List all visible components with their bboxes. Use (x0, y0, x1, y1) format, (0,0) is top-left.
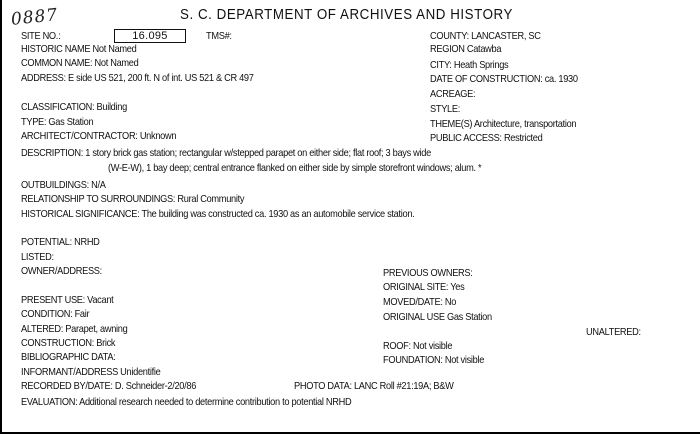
foundation-field: FOUNDATION: Not visible (383, 354, 485, 366)
relationship-field: RELATIONSHIP TO SURROUNDINGS: Rural Community (21, 193, 245, 205)
common-name-field: COMMON NAME: Not Named (21, 57, 139, 69)
bibliographic-field: BIBLIOGRAPHIC DATA: (21, 351, 116, 363)
county-field: COUNTY: LANCASTER, SC (430, 30, 541, 42)
evaluation-field: EVALUATION: Additional research needed to determine contribution to potential NRHD (21, 396, 352, 408)
address-field: ADDRESS: E side US 521, 200 ft. N of int. US 521 & CR 497 (21, 72, 254, 84)
owner-address-field: OWNER/ADDRESS: (21, 265, 102, 277)
recorded-by-field: RECORDED BY/DATE: D. Schneider-2/20/86 (21, 380, 197, 392)
architect-field: ARCHITECT/CONTRACTOR: Unknown (21, 130, 177, 142)
public-access-field: PUBLIC ACCESS: Restricted (430, 132, 543, 144)
historic-name-field: HISTORIC NAME Not Named (21, 43, 137, 55)
description-line-1: DESCRIPTION: 1 story brick gas station; rectangular w/stepped parapet on either side; flat roof; 3 bays wide (21, 147, 431, 159)
site-no-value: 16.095 (114, 29, 186, 43)
previous-owners-field: PREVIOUS OWNERS: (383, 267, 473, 279)
construction-field: CONSTRUCTION: Brick (21, 337, 116, 349)
condition-field: CONDITION: Fair (21, 308, 90, 320)
handwritten-record-id: 0887 (10, 5, 60, 30)
style-field: STYLE: (430, 103, 461, 115)
tms-label: TMS#: (206, 30, 232, 42)
potential-field: POTENTIAL: NRHD (21, 236, 100, 248)
page-title: S. C. DEPARTMENT OF ARCHIVES AND HISTORY (180, 7, 513, 23)
original-use-field: ORIGINAL USE Gas Station (383, 311, 492, 323)
description-line-2: (W-E-W), 1 bay deep; central entrance flanked on either side by simple storefront windows; alum. * (108, 162, 482, 174)
photo-data-field: PHOTO DATA: LANC Roll #21:19A; B&W (294, 380, 454, 392)
listed-field: LISTED: (21, 251, 54, 263)
date-of-construction-field: DATE OF CONSTRUCTION: ca. 1930 (430, 73, 578, 85)
classification-field: CLASSIFICATION: Building (21, 101, 127, 113)
outbuildings-field: OUTBUILDINGS: N/A (21, 179, 106, 191)
acreage-field: ACREAGE: (430, 88, 476, 100)
roof-field: ROOF: Not visible (383, 340, 453, 352)
type-field: TYPE: Gas Station (21, 116, 94, 128)
informant-field: INFORMANT/ADDRESS Unidentifie (21, 366, 161, 378)
original-site-field: ORIGINAL SITE: Yes (383, 281, 465, 293)
moved-date-field: MOVED/DATE: No (383, 296, 457, 308)
scan-border-left (0, 0, 2, 434)
present-use-field: PRESENT USE: Vacant (21, 294, 114, 306)
site-no-label: SITE NO.: (21, 30, 61, 42)
altered-field: ALTERED: Parapet, awning (21, 323, 128, 335)
unaltered-field: UNALTERED: (586, 326, 641, 338)
themes-field: THEME(S) Architecture, transportation (430, 118, 577, 130)
region-field: REGION Catawba (430, 43, 502, 55)
significance-field: HISTORICAL SIGNIFICANCE: The building was constructed ca. 1930 as an automobile service station. (21, 208, 415, 220)
city-field: CITY: Heath Springs (430, 59, 509, 71)
